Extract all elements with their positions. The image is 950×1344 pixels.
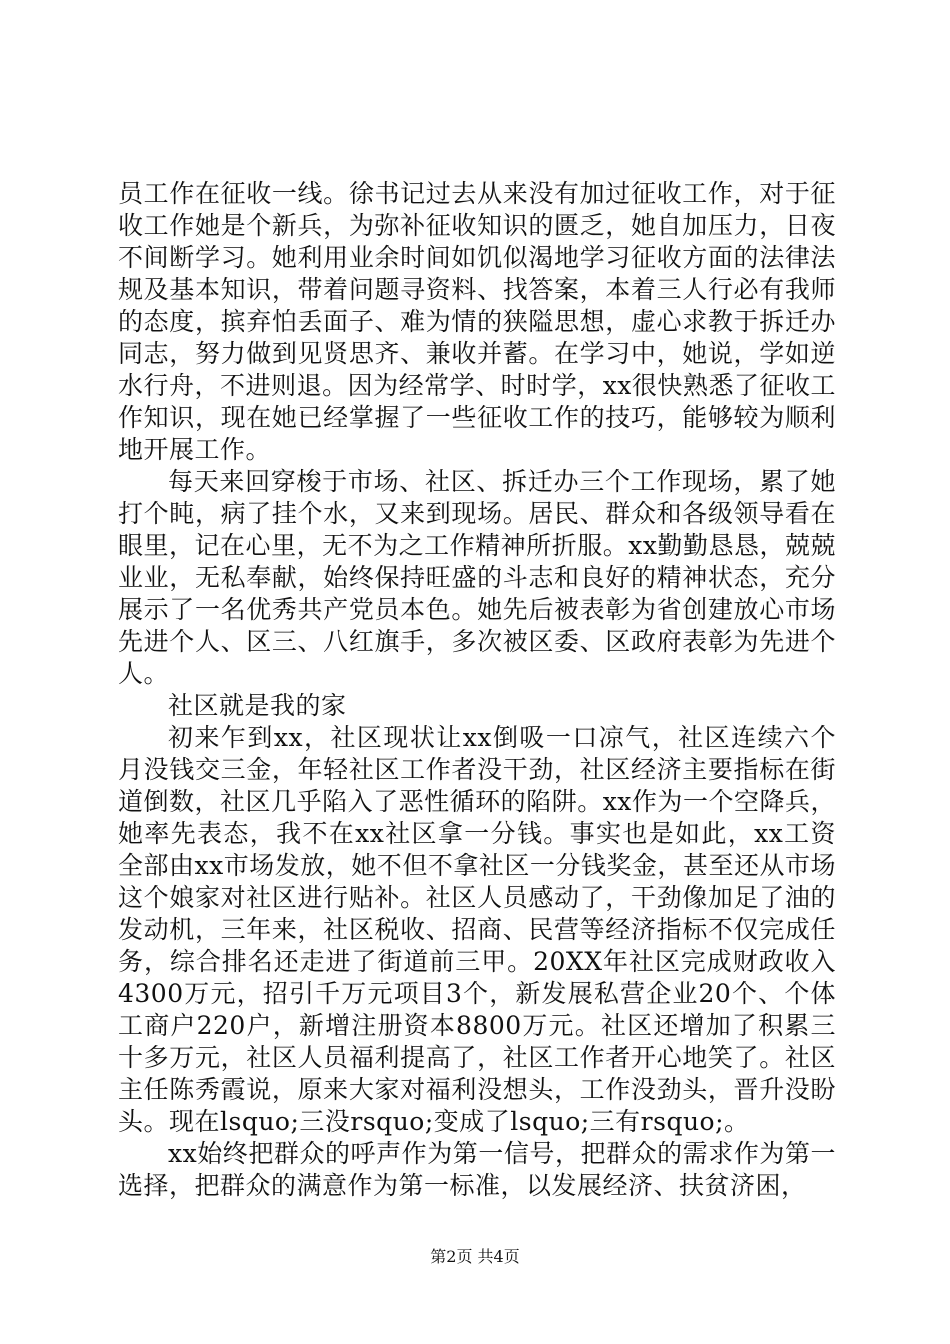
page-number-footer: 第2页 共4页 [430,1247,520,1266]
paragraph: xx始终把群众的呼声作为第一信号，把群众的需求作为第一选择，把群众的满意作为第一标准，以发展经济、扶贫济困， [118,1139,836,1200]
paragraph: 每天来回穿梭于市场、社区、拆迁办三个工作现场，累了她打个盹，病了挂个水，又来到现场。居民、群众和各级领导看在眼里，记在心里，无不为之工作精神所折服。xx勤勤恳恳，兢兢业业，无私奉献，始终保持旺盛的斗志和良好的精神状态，充分展示了一名优秀共产党员本色。她先后被表彰为省创建放心市场先进个人、区三、八红旗手，多次被区委、区政府表彰为先进个人。 [118,467,836,688]
document-body [118,178,836,1202]
paragraph: 初来乍到xx，社区现状让xx倒吸一口凉气，社区连续六个月没钱交三金，年轻社区工作者没干劲，社区经济主要指标在街道倒数，社区几乎陷入了恶性循环的陷阱。xx作为一个空降兵，她率先表态，我不在xx社区拿一分钱。事实也是如此，xx工资全部由xx市场发放，她不但不拿社区一分钱奖金，甚至还从市场这个娘家对社区进行贴补。社区人员感动了，干劲像加足了油的发动机，三年来，社区税收、招商、民营等经济指标不仅完成任务，综合排名还走进了街道前三甲。20XX年社区完成财政收入4300万元，招引千万元项目3个，新发展私营企业20个、个体工商户220户，新增注册资本8800万元。社区还增加了积累三十多万元，社区人员福利提高了，社区工作者开心地笑了。社区主任陈秀霞说，原来大家对福利没想头，工作没劲头，晋升没盼头。现在lsquo;三没rsquo;变成了lsquo;三有rsquo;。 [118,723,836,1136]
section-heading: 社区就是我的家 [168,691,347,720]
paragraph-continued: 员工作在征收一线。徐书记过去从来没有加过征收工作，对于征收工作她是个新兵，为弥补征收知识的匮乏，她自加压力，日夜不间断学习。她利用业余时间如饥似渴地学习征收方面的法律法规及基本知识，带着问题寻资料、找答案，本着三人行必有我师的态度，摈弃怕丢面子、难为情的狭隘思想，虚心求教于拆迁办同志，努力做到见贤思齐、兼收并蓄。在学习中，她说，学如逆水行舟，不进则退。因为经常学、时时学，xx很快熟悉了征收工作知识，现在她已经掌握了一些征收工作的技巧，能够较为顺利地开展工作。 [118,179,836,464]
